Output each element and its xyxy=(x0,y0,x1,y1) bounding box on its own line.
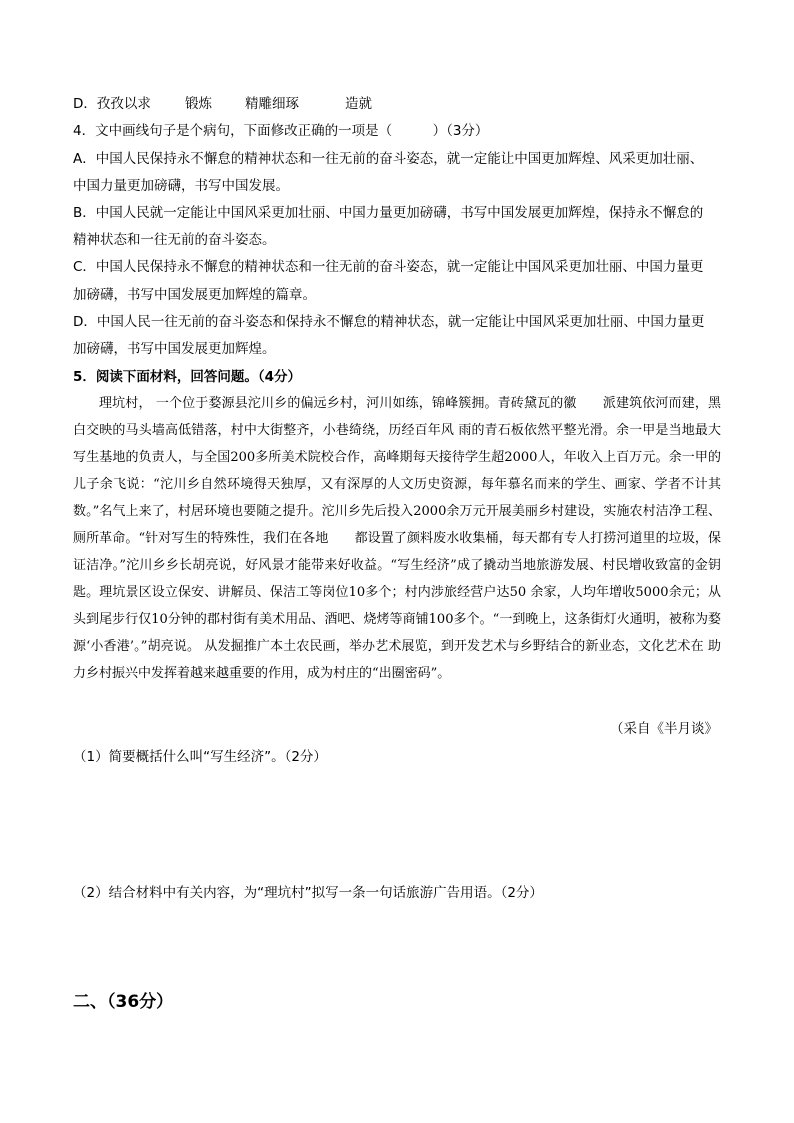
reading-passage: 理坑村， 一个位于婺源县沱川乡的偏远乡村，河川如练，锦峰簇拥。青砖黛瓦的徽 派建筑依河而建，黑白交映的马头墙高低错落，村中大街整齐，小巷绮绕，历经百年风 雨的青石板依然平整光滑。余一甲是当地最大写生基地的负责人，与全国200多所美术院校合作，高峰期每天接待学生超2000人，年收入上百万元。余一甲的儿子余飞说：“沱川乡自然环境得天独厚，又有深厚的人文历史资源，每年慕名而来的学生、画家、学者不计其数。”名气上来了，村居环境也要随之提升。沱川乡先后投入2000余万元开展美丽乡村建设，实施农村洁净工程、厕所革命。“针对写生的特殊性，我们在各地 都设置了颜料废水收集桶，每天都有专人打捞河道里的垃圾，保证洁净。”沱川乡乡长胡亮说，好风景才能带来好收益。“写生经济”成了撬动当地旅游发展、村民增收致富的金钥匙。理坑景区设立保安、讲解员、保洁工等岗位10多个；村内涉旅经营户达50 余家，人均年增收5000余元；从头到尾步行仅10分钟的郡村街有美术用品、酒吧、烧烤等商铺100多个。“一到晚上，这条街灯火通明，被称为婺源‘小香港’。”胡亮说。 从发掘推广本土农民画，举办艺术展览，到开发艺术与乡野结合的新业态，文化艺术在 助力乡村振兴中发挥着越来越重要的作用，成为村庄的“出圈密码”。 xyxy=(73,396,721,681)
q4-option-b-line2: 精神状态和一往无前的奋斗姿态。 xyxy=(73,232,276,248)
q4-option-c-line2: 加磅礴，书写中国发展更加辉煌的篇章。 xyxy=(73,287,316,303)
q4-option-d-line1: D．中国人民一往无前的奋斗姿态和保持永不懈怠的精神状态，就一定能让中国风采更加壮丽、中国力量更 xyxy=(73,314,705,330)
q5-subquestion-1: （1）简要概括什么叫“写生经济”。（2分） xyxy=(73,749,327,765)
q3-option-d xyxy=(73,94,372,114)
section-heading: 二、（36分） xyxy=(73,992,174,1012)
q3-option-d-word4: 造就 xyxy=(345,96,372,112)
q5-subquestion-2: （2）结合材料中有关内容，为“理坑村”拟写一条一句话旅游广告用语。（2分） xyxy=(73,885,543,901)
q4-stem: 4．文中画线句子是个病句，下面修改正确的一项是（ ）（3分） xyxy=(73,123,489,139)
answer-area-1[interactable] xyxy=(73,772,721,872)
q4-option-d-line2: 加磅礴，书写中国发展更加辉煌。 xyxy=(73,341,276,357)
q4-option-b-line1: B．中国人民就一定能让中国风采更加壮丽、中国力量更加磅礴，书写中国发展更加辉煌，保持永不懈怠的 xyxy=(73,205,704,221)
q5-heading: 5．阅读下面材料，回答问题。（4分） xyxy=(73,369,302,385)
q4-option-a-line2: 中国力量更加磅礴，书写中国发展。 xyxy=(73,178,289,194)
q3-option-d-word2: 锻炼 xyxy=(185,96,212,112)
passage-source: （采自《半月谈》 xyxy=(610,721,718,737)
answer-area-2[interactable] xyxy=(73,908,721,978)
q3-option-d-label: D．孜孜以求 xyxy=(73,96,151,112)
q4-option-a-line1: A．中国人民保持永不懈怠的精神状态和一往无前的奋斗姿态，就一定能让中国更加辉煌、风采更加壮丽、 xyxy=(73,151,704,167)
q4-option-c-line1: C．中国人民保持永不懈怠的精神状态和一往无前的奋斗姿态，就一定能让中国风采更加壮丽、中国力量更 xyxy=(73,259,704,275)
q3-option-d-word3: 精雕细琢 xyxy=(245,96,299,112)
